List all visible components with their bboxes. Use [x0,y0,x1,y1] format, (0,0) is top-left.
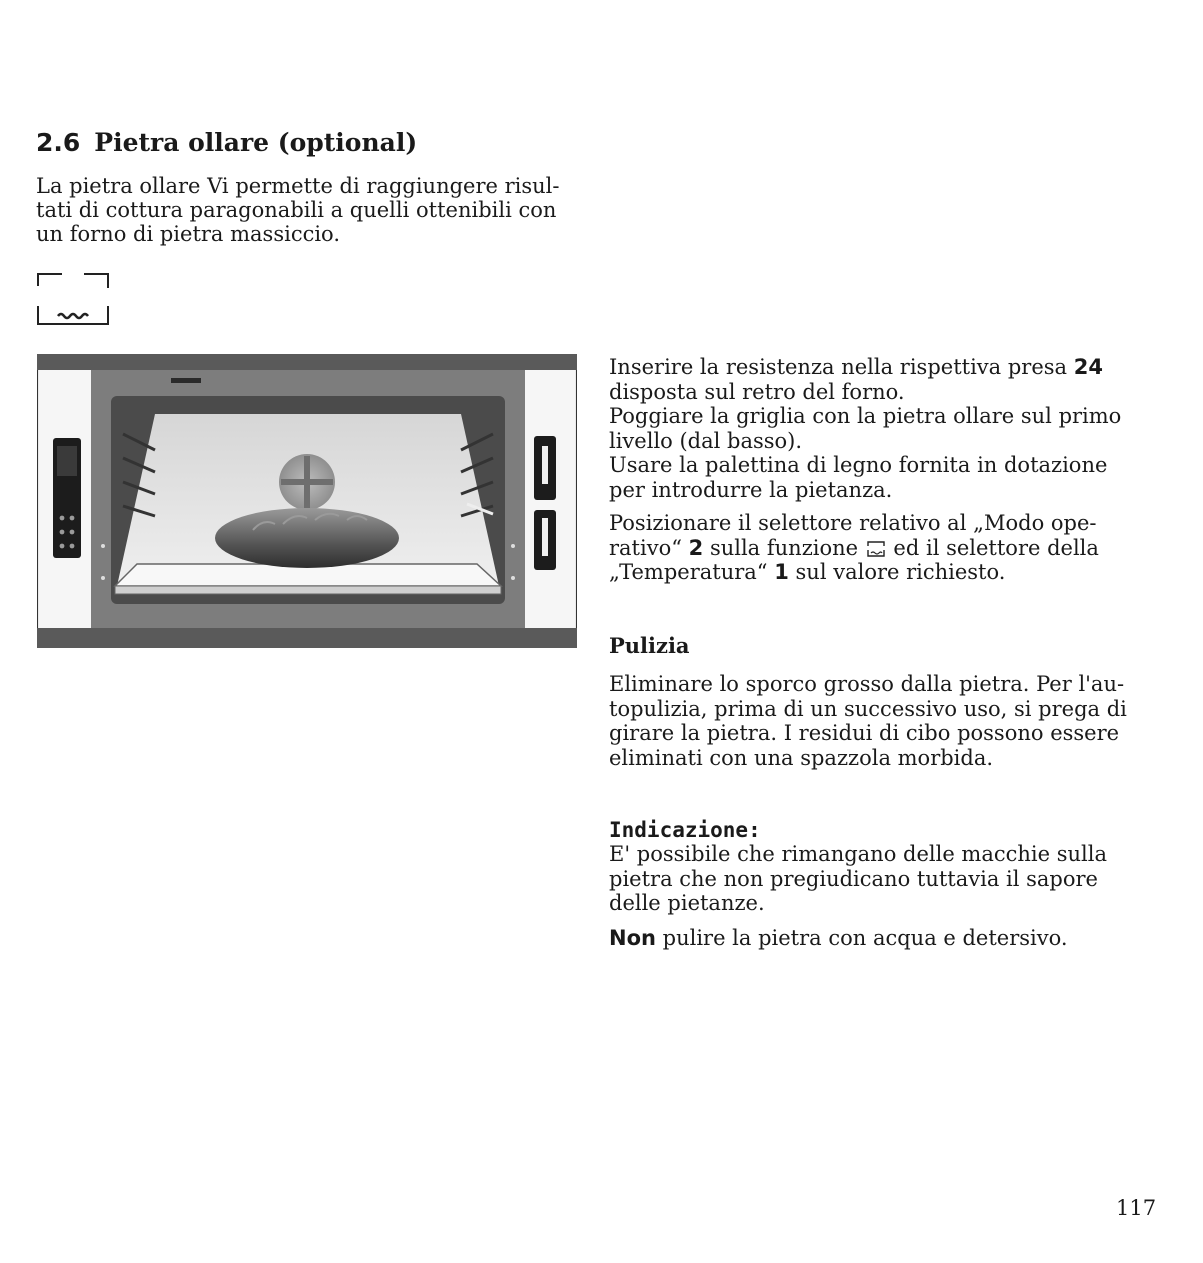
text-line: eliminati con una spazzola morbida. [609,745,994,770]
oven-with-bread-illustration [37,354,577,648]
cleaning-paragraph [609,672,1149,770]
pizza-stone-function-icon [867,541,885,557]
temperature-selector-number: 1 [774,560,789,584]
socket-number: 24 [1073,355,1103,379]
section-title [36,128,417,157]
text-line: livello (dal basso). [609,428,803,453]
text-line: Usare la palettina di legno fornita in dotazione [609,453,1108,477]
cleaning-heading: Pulizia [609,633,690,658]
text-line: Posizionare il selettore relativo al „Modo ope- [609,511,1097,535]
text-run: sul valore richiesto. [788,560,1006,584]
intro-line: La pietra ollare Vi permette di raggiungere risul- [36,174,560,198]
text-run: ed il selettore della [886,535,1099,560]
text-line: Poggiare la griglia con la pietra ollare sul primo [609,404,1122,428]
text-line: girare la pietra. I residui di cibo possono essere [609,721,1120,745]
instructions-paragraph [609,355,1149,502]
text-run: „Temperatura“ [609,560,775,584]
section-title-text: Pietra ollare (optional) [94,128,418,157]
section-number: 2.6 [36,128,81,157]
intro-line: tati di cottura paragonabili a quelli ottenibili con [36,198,557,222]
text-line: per introdurre la pietanza. [609,477,893,502]
warning-keyword: Non [609,926,656,950]
text-line: disposta sul retro del forno. [609,379,905,404]
text-line: Eliminare lo sporco grosso dalla pietra. Per l'au- [609,672,1125,696]
text-run: Inserire la resistenza nella rispettiva presa [609,355,1074,379]
text-line [609,926,1149,951]
positioning-paragraph [609,511,1149,585]
text-line: pietra che non pregiudicano tuttavia il sapore [609,866,1098,891]
intro-paragraph [36,174,596,246]
text-line [609,536,1149,561]
page-number: 117 [1116,1196,1157,1220]
text-run: rativo“ [609,535,689,560]
warning-paragraph [609,926,1149,951]
text-line: E' possibile che rimangano delle macchie sulla [609,842,1107,866]
text-line: topulizia, prima di un successivo uso, si prega di [609,696,1127,721]
text-line: delle pietanze. [609,891,765,915]
note-heading: Indicazione: [609,818,761,842]
mode-selector-number: 2 [688,535,704,560]
text-line [609,355,1149,380]
text-line [609,560,1149,585]
pizza-stone-function-icon [36,272,112,328]
text-run: pulire la pietra con acqua e detersivo. [655,926,1068,950]
text-run: sulla funzione [703,535,865,560]
intro-line: un forno di pietra massiccio. [36,222,341,246]
note-paragraph [609,842,1149,916]
